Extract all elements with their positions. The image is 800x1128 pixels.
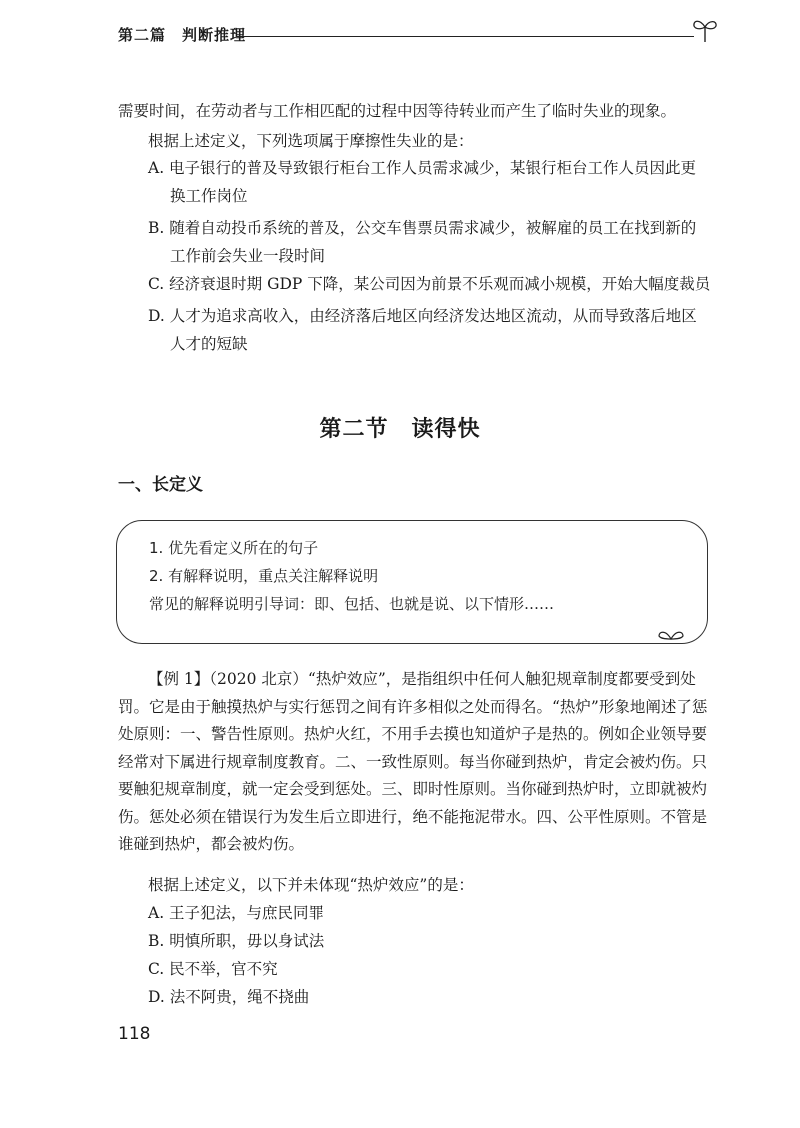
option-line2: 换工作岗位 [170,187,248,205]
tip-line-1: 1. 优先看定义所在的句子 [149,539,319,557]
example-question: 根据上述定义，以下并未体现“热炉效应”的是： [148,876,474,894]
option-line2: 人才的短缺 [170,335,248,353]
page-header [118,24,718,52]
sprout-icon [690,14,720,44]
header-rule [236,36,694,37]
option-line1: A. 电子银行的普及导致银行柜台工作人员需求减少，某银行柜台工作人员因此更 [148,159,697,177]
example-option-c: C. 民不举，官不究 [148,960,278,978]
tip-line-3: 常见的解释说明引导词：即、包括、也就是说、以下情形…… [149,595,555,613]
tip-line-2: 2. 有解释说明，重点关注解释说明 [149,567,379,585]
leaves-icon [657,627,685,641]
option-line2: 工作前会失业一段时间 [170,247,326,265]
intro-option-c [148,270,718,298]
example-paragraph: 【例 1】（2020 北京）“热炉效应”，是指组织中任何人触犯规章制度都要受到处罚。它是由于触摸热炉与实行惩罚之间有许多相似之处而得名。“热炉”形象地阐述了惩处原则：一、警告性原则。热炉火红，不用手去摸也知道炉子是热的。例如企业领导要经常对下属进行规章制度教育。二、一致性原则。每当你碰到热炉，肯定会被灼伤。只要触犯规章制度，就一定会受到惩处。三、即时性原则。当你碰到热炉时，立即就被灼伤。惩处必须在错误行为发生后立即进行，绝不能拖泥带水。四、公平性原则。不管是谁碰到热炉，都会被灼伤。 [118,670,708,853]
tip-box [116,520,708,644]
option-line1: C. 经济衰退时期 GDP 下降，某公司因为前景不乐观而减小规模，开始大幅度裁员 [148,275,711,293]
intro-continuation: 需要时间，在劳动者与工作相匹配的过程中因等待转业而产生了临时失业的现象。 [118,102,677,120]
option-line1: D. 人才为追求高收入，由经济落后地区向经济发达地区流动，从而导致落后地区 [148,307,697,325]
intro-option-d [148,302,718,358]
page-number: 118 [118,1024,151,1044]
example-option-a: A. 王子犯法，与庶民同罪 [148,904,325,922]
example-option-b: B. 明慎所职，毋以身试法 [148,932,325,950]
intro-question: 根据上述定义，下列选项属于摩擦性失业的是： [148,132,474,150]
header-title: 第二篇 判断推理 [118,26,247,44]
subsection-title: 一、长定义 [118,475,203,495]
intro-option-b [148,214,718,270]
intro-option-a [148,154,718,210]
example-option-d: D. 法不阿贵，绳不挠曲 [148,988,310,1006]
option-line1: B. 随着自动投币系统的普及，公交车售票员需求减少，被解雇的员工在找到新的 [148,219,697,237]
section-title: 第二节 读得快 [319,417,481,442]
